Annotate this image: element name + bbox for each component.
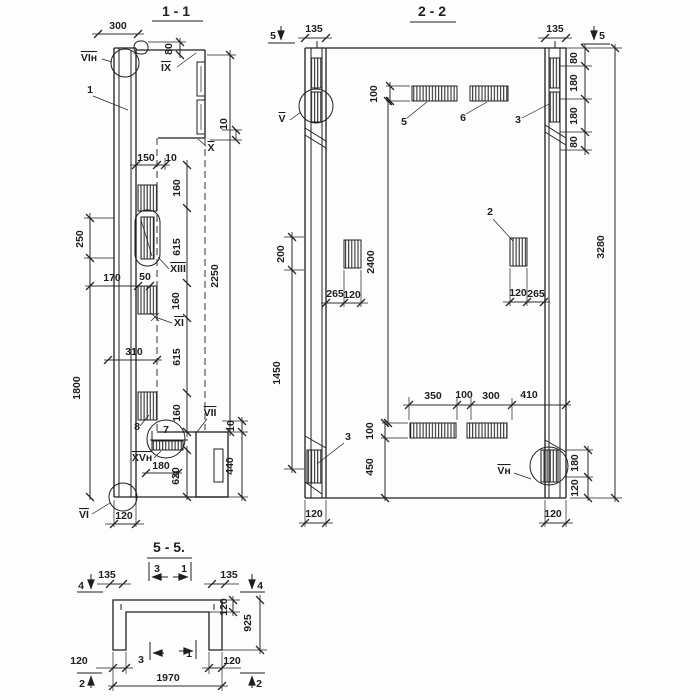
callout-8: 8 <box>134 421 140 433</box>
dim-80-tr-a: 80 <box>568 52 580 64</box>
detail-label-xiii: XIII <box>170 263 186 275</box>
section-marker-4-left: 4 <box>78 580 84 592</box>
dim-615-a: 615 <box>171 238 183 256</box>
dim-135-left: 135 <box>305 23 323 35</box>
dim-1800: 1800 <box>71 376 83 400</box>
dim-160-a: 160 <box>171 179 183 197</box>
section-5-5-title: 5 - 5. <box>153 539 185 555</box>
section-marker-5-left: 5 <box>270 30 276 42</box>
dim-180-tr-b: 180 <box>568 107 580 125</box>
dim-265-l: 265 <box>326 288 344 300</box>
dim-450: 450 <box>364 458 376 476</box>
dim-925: 925 <box>242 614 254 632</box>
dim-2400: 2400 <box>365 250 377 274</box>
dim-440: 440 <box>224 457 236 475</box>
dim-120-leg-r: 120 <box>223 655 241 667</box>
dim-100-bl: 100 <box>364 422 376 440</box>
embedded-parts-2-2 <box>299 58 568 494</box>
section-marker-5-right: 5 <box>599 30 605 42</box>
dim-10-edge: 10 <box>218 118 230 130</box>
anchor-patch-left <box>344 240 361 268</box>
rib-anchor-hatch <box>549 92 560 122</box>
dim-10-vii: 10 <box>225 420 237 432</box>
section-2-2-title: 2 - 2 <box>417 3 447 19</box>
callout-5: 5 <box>401 116 407 128</box>
callout-3-top: 3 <box>515 114 521 126</box>
detail-label-vi-n-top: VIн <box>80 52 98 64</box>
dim-1450: 1450 <box>271 361 283 385</box>
detail-label-v: V <box>278 113 286 125</box>
dim-150: 150 <box>137 152 155 164</box>
dim-300-brow: 300 <box>482 390 500 402</box>
dim-300: 300 <box>109 20 127 32</box>
anchor-plate-hatch <box>138 392 157 420</box>
dim-120-patch-l: 120 <box>343 289 361 301</box>
dim-180-tr-a: 180 <box>568 74 580 92</box>
dim-120-br: 120 <box>569 479 581 497</box>
anchor-patch-2 <box>510 238 527 266</box>
dim-135-right: 135 <box>546 23 564 35</box>
dim-1970: 1970 <box>156 672 180 684</box>
dim-80-tr-b: 80 <box>568 136 580 148</box>
anchor-plate-hatch <box>138 286 157 314</box>
callout-2: 2 <box>487 206 493 218</box>
dim-200: 200 <box>275 245 287 263</box>
dim-120-wall: 120 <box>115 510 133 522</box>
callout-3-bottom: 3 <box>345 431 351 443</box>
section-marker-4-right: 4 <box>257 580 263 592</box>
callout-7: 7 <box>163 424 169 436</box>
rib-anchor-hatch <box>311 92 322 122</box>
embedded-plate-vii <box>214 449 223 482</box>
dim-615-b: 615 <box>171 348 183 366</box>
section-marker-1-top: 1 <box>181 563 187 575</box>
anchor-plate-hatch <box>138 185 157 211</box>
section-1-1-view <box>84 3 248 527</box>
slot-xiii-hatch <box>141 217 154 259</box>
rib-anchor-hatch <box>549 58 560 88</box>
anchor-strip-6 <box>470 86 508 101</box>
section-marker-1-bottom: 1 <box>186 648 192 660</box>
detail-label-vii: VII <box>203 407 217 419</box>
dim-410: 410 <box>520 389 538 401</box>
dim-160-b: 160 <box>170 292 182 310</box>
dim-120-col-r: 120 <box>544 508 562 520</box>
detail-label-ix: IX <box>161 62 171 74</box>
section-marker-2-right: 2 <box>256 678 262 690</box>
detail-label-xi: XI <box>174 317 184 329</box>
detail-bubble-vi-top <box>111 49 139 77</box>
dim-160-c: 160 <box>171 404 183 422</box>
dim-120-slab: 120 <box>218 598 230 616</box>
dim-265-r: 265 <box>527 288 545 300</box>
dim-180-br: 180 <box>569 454 581 472</box>
dim-135-s55-r: 135 <box>220 569 238 581</box>
detail-label-x: X <box>207 142 215 154</box>
rib-anchor-hatch <box>311 58 322 88</box>
dim-180-bl: 180 <box>152 460 170 472</box>
channel-profile <box>113 600 222 650</box>
callout-1: 1 <box>87 84 93 96</box>
corner-plate-hatch <box>152 441 183 450</box>
dim-2250: 2250 <box>209 264 221 288</box>
dim-120-patch-r: 120 <box>509 287 527 299</box>
dim-100-brow: 100 <box>455 389 473 401</box>
rib-anchor-hatch <box>307 450 322 483</box>
anchor-strip-bottom <box>467 423 507 438</box>
detail-label-xv-n: XVн <box>131 452 153 464</box>
lifting-loop <box>134 41 148 54</box>
dim-80-s11: 80 <box>163 43 175 55</box>
anchor-strip-5 <box>412 86 457 101</box>
section-marker-3-top: 3 <box>154 563 160 575</box>
dim-310: 310 <box>125 346 143 358</box>
anchor-strip-bottom <box>410 423 456 438</box>
section-5-5-view <box>77 539 267 691</box>
callout-6: 6 <box>460 112 466 124</box>
embedded-anchors <box>135 185 160 420</box>
section-marker-2-left: 2 <box>79 678 85 690</box>
rib-anchor-hatch <box>541 450 558 482</box>
dim-100-top: 100 <box>368 85 380 103</box>
dim-620: 620 <box>170 467 182 485</box>
dim-120-col-l: 120 <box>305 508 323 520</box>
dim-3280: 3280 <box>595 235 607 259</box>
dim-50: 50 <box>139 271 151 283</box>
section-marker-3-bottom: 3 <box>138 654 144 666</box>
detail-label-vi-bottom: VI <box>79 509 89 521</box>
dim-170: 170 <box>103 272 121 284</box>
dim-350: 350 <box>424 390 442 402</box>
dim-135-s55-l: 135 <box>98 569 116 581</box>
section-1-1-title: 1 - 1 <box>161 3 191 19</box>
dim-250: 250 <box>74 230 86 248</box>
labels-layer <box>70 20 607 690</box>
detail-label-v-n: Vн <box>497 465 511 477</box>
dim-120-leg-l: 120 <box>70 655 88 667</box>
dim-10-step: 10 <box>165 152 177 164</box>
